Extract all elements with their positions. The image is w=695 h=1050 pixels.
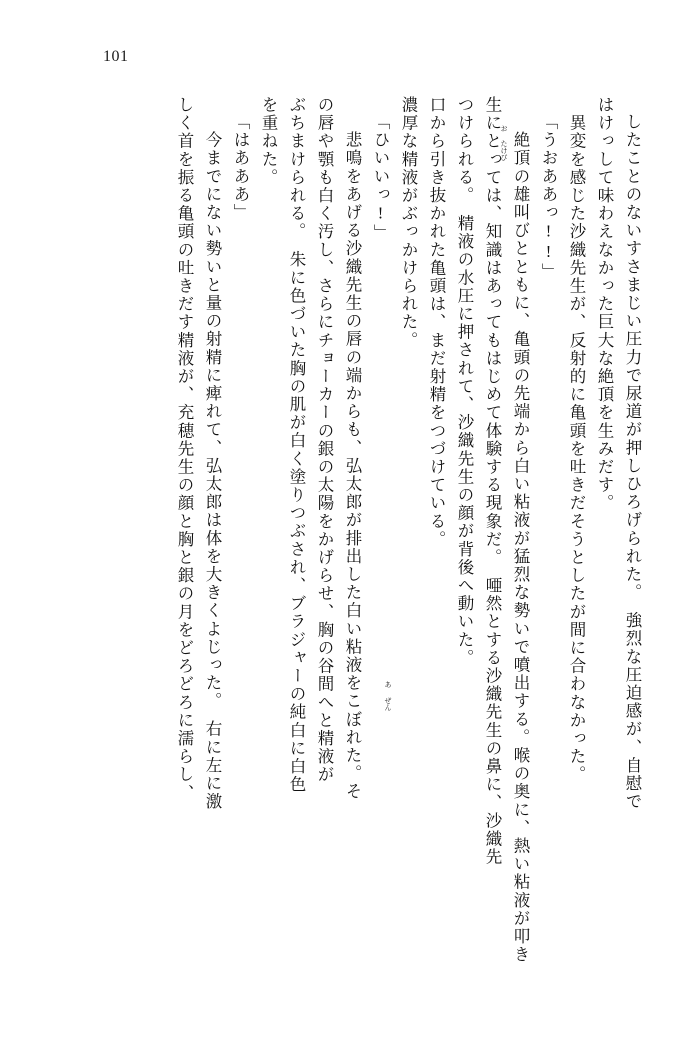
text-line: 濃厚な精液がぶっかけられた。 xyxy=(399,96,418,350)
text-line: 悲鳴をあげる沙織先生の唇の端からも、弘太郎が排出した白い粘液をこぼれた。そ xyxy=(343,113,362,801)
text-line: 「はあああ」 xyxy=(231,113,250,222)
text-line: 「ひいいっ!」 xyxy=(371,113,390,243)
ruby-annotation: お xyxy=(500,125,508,132)
text-line: はけっして味わえなかった巨大な絶頂を生みだす。 xyxy=(595,96,614,513)
text-line: しく首を振る亀頭の吐きだす精液が、充穂先生の顔と胸と銀の月をどろどろに濡らし、 xyxy=(175,96,194,802)
text-line: の唇や顎も白く汚し、さらにチョーカーの銀の太陽をかげらせ、胸の谷間へと精液が xyxy=(315,96,334,784)
text-line: ぶちまけられる。 朱に色づいた胸の肌が白く塗りつぶされ、ブラジャーの純白に白色 xyxy=(287,96,306,794)
page-number: 101 xyxy=(103,48,129,65)
text-line: 「うおああっ!!」 xyxy=(539,113,558,281)
text-line: したことのないすさまじい圧力で尿道が押しひろげられた。 強烈な圧迫感が、自慰で xyxy=(623,113,642,811)
text-line: 異変を感じた沙織先生が、反射的に亀頭を吐きだそうとしたが間に合わなかった。 xyxy=(567,96,586,784)
ruby-annotation: あ xyxy=(384,681,392,688)
text-line: 絶頂の雄叫びとともに、亀頭の先端から白い粘液が猛烈な勢いで噴出する。喉の奥に、熱い粘液が叩き xyxy=(511,113,530,964)
text-line: 生にとっては、知識はあってもはじめて体験する現象だ。 唖然とする沙織先生の鼻に、沙織先 xyxy=(483,96,502,867)
vertical-text-body xyxy=(56,96,640,996)
text-line: を重ねた。 xyxy=(259,96,278,187)
text-line: 口から引き抜かれた亀頭は、まだ射精をつづけている。 xyxy=(427,96,446,549)
text-line: つけられる。 精液の水圧に押されて、沙織先生の顔が背後へ動いた。 xyxy=(455,96,474,667)
ruby-annotation: ぜん xyxy=(384,697,392,711)
text-line: 今までにない勢いと量の射精に痺れて、弘太郎は体を大きくよじった。 右に左に激 xyxy=(203,113,222,811)
ruby-annotation: たけび xyxy=(500,140,508,161)
